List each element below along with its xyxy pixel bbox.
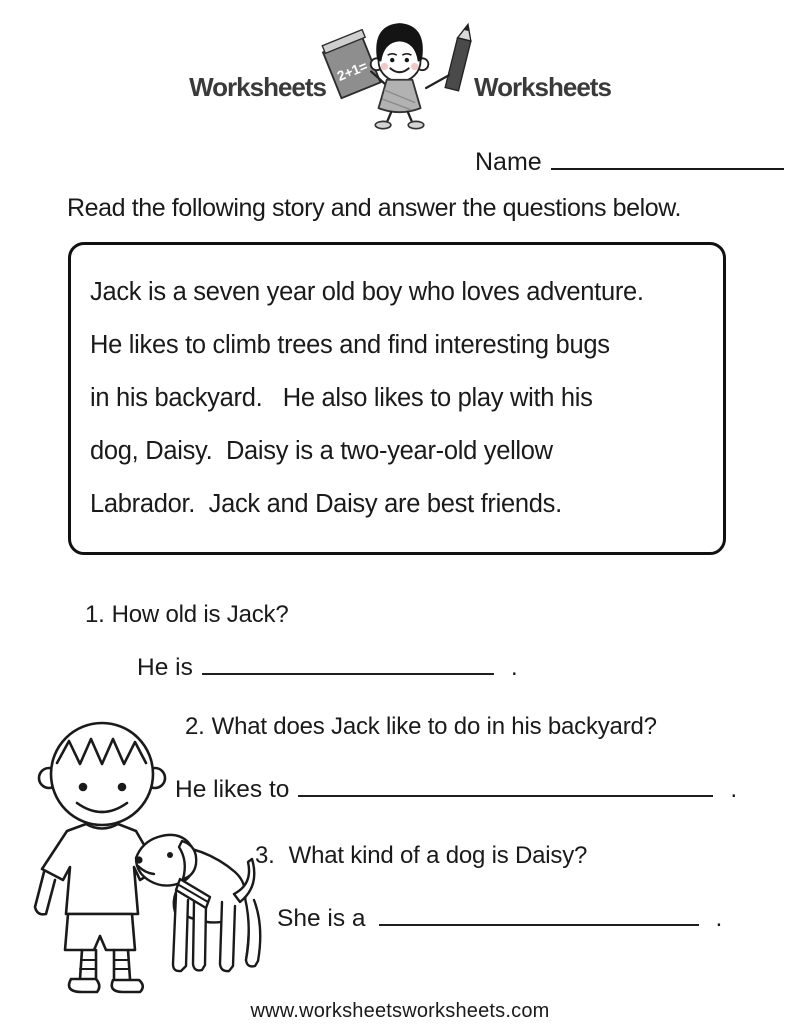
question-3-number: 3. — [255, 842, 275, 869]
name-field — [475, 148, 784, 177]
answer-2-period: . — [730, 776, 738, 803]
story-line: Labrador. Jack and Daisy are best friends. — [90, 490, 562, 518]
question-1-number: 1. — [85, 601, 105, 628]
logo-text-left: Worksheets — [189, 72, 326, 102]
pencil-icon — [445, 23, 474, 91]
answer-2-prefix: He likes to — [175, 776, 290, 803]
question-3 — [255, 842, 587, 870]
logo-text-right: Worksheets — [474, 72, 611, 102]
name-label: Name — [475, 148, 542, 176]
story-box — [68, 242, 726, 555]
question-2-text: What does Jack like to do in his backyard? — [211, 713, 657, 740]
answer-3-prefix: She is a — [277, 905, 366, 932]
answer-blank-1[interactable] — [202, 673, 494, 675]
book-label: 2+1= — [335, 58, 370, 84]
question-2 — [185, 713, 657, 741]
question-1 — [85, 601, 289, 629]
answer-row-1 — [137, 654, 518, 682]
answer-blank-3[interactable] — [379, 924, 699, 926]
answer-3-period: . — [715, 905, 723, 932]
answer-row-2 — [175, 776, 737, 804]
footer-url: www.worksheetsworksheets.com — [250, 1000, 550, 1022]
story-line: dog, Daisy. Daisy is a two-year-old yellow — [90, 437, 553, 465]
answer-blank-2[interactable] — [298, 795, 713, 797]
boy-with-dog-illustration — [30, 716, 268, 996]
name-input-blank[interactable] — [551, 168, 784, 170]
answer-1-period: . — [510, 654, 518, 681]
logo-boy-mascot-icon — [320, 12, 480, 132]
answer-1-prefix: He is — [137, 654, 193, 681]
dog-figure — [135, 835, 260, 971]
instructions-text: Read the following story and answer the questions below. — [67, 194, 682, 222]
question-1-text: How old is Jack? — [111, 601, 289, 628]
question-3-text: What kind of a dog is Daisy? — [288, 842, 588, 869]
story-line: in his backyard. He also likes to play with his — [90, 384, 593, 412]
story-line: Jack is a seven year old boy who loves adventure. — [90, 278, 644, 306]
answer-row-3 — [277, 905, 722, 933]
story-line: He likes to climb trees and find interesting bugs — [90, 331, 610, 359]
logo-header — [0, 12, 800, 132]
question-2-number: 2. — [185, 713, 205, 740]
